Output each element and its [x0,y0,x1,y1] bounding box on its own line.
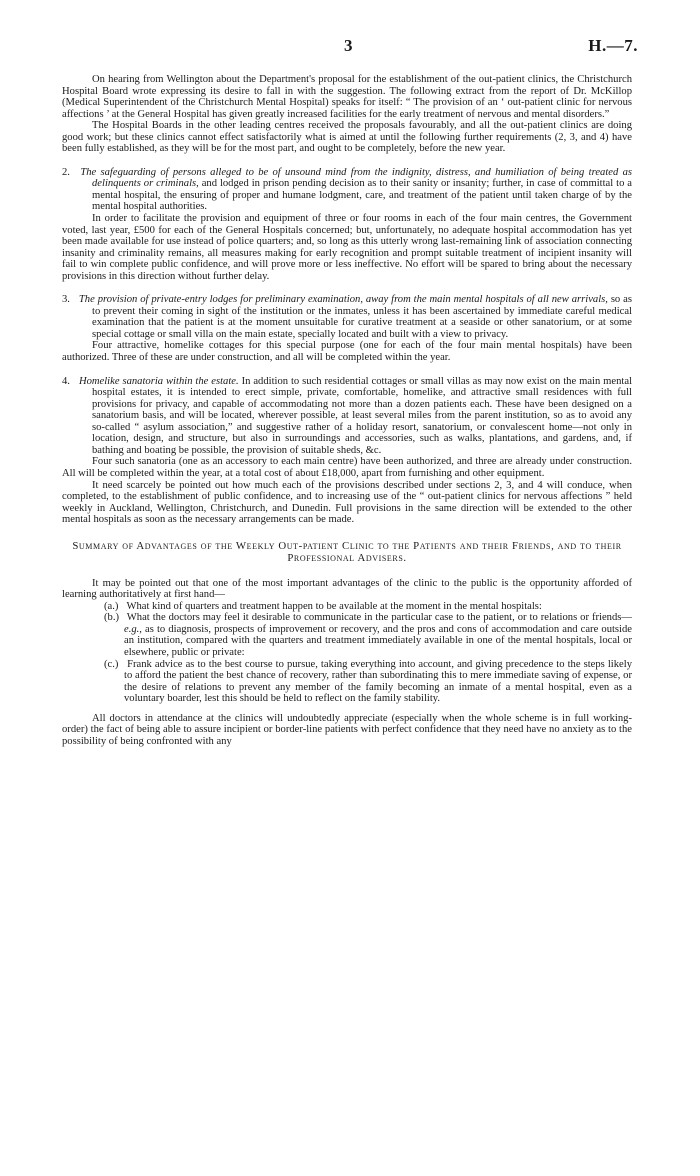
list-item-label: (b.) [104,612,120,624]
section-4-text: In addition to such residential cottages or small villas as may now exist on the main mental hospital estates, it is intended to erect simple, private, comfortable, homelike, and attractive small residences with full provisions for privacy, and capable of accommodating not more than a dozen patients each. These have been designed on a sanatorium basis, and will be located, wherever possible, at least several miles from the parent institution, so as to avoid any so-called “ asylum association,” and suggestive rather of a holiday resort, sanatorium, or convalescent home—not only in location, design, and structure, but also in surroundings and accessories, such as walks, plantations, and gardens, and, if bathing and boating be possible, the provision of suitable sheds, &c. [92,375,633,456]
list-item-emphasis: e.g., [124,623,142,635]
list-item-label: (a.) [104,600,119,612]
section-3-heading: The provision of private-entry lodges for preliminary examination, away from the main mental hospitals of all new arrivals, [78,294,608,306]
paragraph-christchurch: On hearing from Wellington about the Department's proposal for the establishment of the out-patient clinics, the Christchurch Hospital Board wrote expressing its desire to fall in with the suggestion. The following extract from the report of Dr. McKillop (Medical Superintendent of the Christchurch Mental Hospital) speaks for itself: “ The provision of an ‘ out-patient clinic for nervous affections ’ at the General Hospital has given greatly increased facilities for the early treatment of nervous and mental disorders.” [62,74,632,120]
document-code: H.—7. [588,36,638,55]
page-header [0,36,700,58]
section-2-text: and lodged in prison pending decision as to their sanity or insanity; further, in case of committal to a mental hospital, the ensuring of proper and humane lodgment, care, and treatment of the patient until taken charge of by the mental hospital authorities. [92,178,632,213]
section-4-heading: Homelike sanatoria within the estate. [78,375,239,387]
section-4-paragraph-sanatoria: Four such sanatoria (one as an accessory to each main centre) have been authorized, and three are already under construction. All will be completed within the year, at a total cost of about £18,000, apart from furnishing and other equipment. [62,456,632,479]
section-2-number: 2. [62,166,70,178]
section-3-number: 3. [62,294,70,306]
section-3 [62,294,632,340]
list-item-text-continued: as to diagnosis, prospects of improvement or recovery, and the pros and cons of accommodation and care outside an institution, compared with the quarters and treatment immediately available in one of the mental hospitals, local or elsewhere, public or private: [124,623,632,658]
section-3-text: so as to prevent their coming in sight of the institution or the inmates, unless it has been ascertained by immediate careful medical examination that the patient is at the moment unsuitable for curative treatment at a seaside or other sanatorium, or at some special cottage or small villa on the main estate, specially located and built with a view to privacy. [92,294,632,340]
list-item-label: (c.) [104,658,119,670]
summary-item-c [62,659,632,705]
summary-intro: It may be pointed out that one of the most important advantages of the clinic to the public is the opportunity afforded of learning authoritatively at first hand— [62,577,632,601]
document-body [62,74,632,747]
section-4-number: 4. [62,375,70,387]
summary-item-a [62,601,632,613]
page-number: 3 [344,36,353,55]
section-2-heading: The safeguarding of persons alleged to be of unsound mind from the indignity, distress, and humiliation of being treated as delinquents or criminals, [80,166,632,190]
section-3-paragraph: Four attractive, homelike cottages for this special purpose (one for each of the four main mental hospitals) have been authorized. Three of these are under construction, and all will be completed within the year. [62,340,632,364]
paragraph-hospital-boards: The Hospital Boards in the other leading centres received the proposals favourably, and all the out-patient clinics are doing good work; but these clinics cannot effect satisfactorily what is aimed at until the following further requirements (2, 3, and 4) have been fully established, as they will be for the most part, and ought to be completely, before the new year. [62,120,632,155]
section-4-paragraph-provisions: It need scarcely be pointed out how much each of the provisions described under sections 2, 3, and 4 will conduce, when completed, to the establishment of public confidence, and to increasing use of the “ out-patient clinics for nervous affections ” held weekly in Auckland, Wellington, Christchurch, and Dunedin. Full provisions in the same direction will be extended to the other mental hospitals as soon as the necessary arrangements can be made. [62,479,632,526]
summary-closing: All doctors in attendance at the clinics will undoubtedly appreciate (especially when the whole scheme is in full working-order) the fact of being able to assure incipient or border-line patients with perfect confidence that they need have no anxiety as to the possibility of being confronted with any [62,712,632,747]
list-item-text: Frank advice as to the best course to pursue, taking everything into account, and giving precedence to the steps likely to afford the patient the best chance of recovery, rather than subordinating this to mere immediate saving of expense, or the desire of relations to prevent any member of the family becoming an inmate of a mental hospital, even as a voluntary boarder, lest this should be held to reflect on the family stability. [124,658,632,705]
section-4 [62,376,632,457]
section-2 [62,167,632,213]
list-item-text: What kind of quarters and treatment happen to be available at the moment in the mental hospitals: [126,600,542,612]
list-item-text: What the doctors may feel it desirable to communicate in the particular case to the patient, or to relations or friends— [126,612,632,624]
summary-item-b [62,612,632,658]
summary-heading: Summary of Advantages of the Weekly Out-patient Clinic to the Patients and their Friends, and to their Professional Advisers. [72,539,622,564]
section-2-paragraph: In order to facilitate the provision and equipment of three or four rooms in each of the four main centres, the Government voted, last year, £500 for each of the General Hospitals concerned; but, unfortunately, no adequate hospital accommodation has yet been made available for use instead of police quarters; and, so long as this utterly wrong last-remaining link of association connecting insanity and criminality remains, all measures making for early recognition and prompt suitable treatment of incipient insanity will fail to win complete public confidence, and will prove more or less ineffective. No effort will be spared to bring about the necessary provisions in this direction without further delay. [62,213,632,282]
